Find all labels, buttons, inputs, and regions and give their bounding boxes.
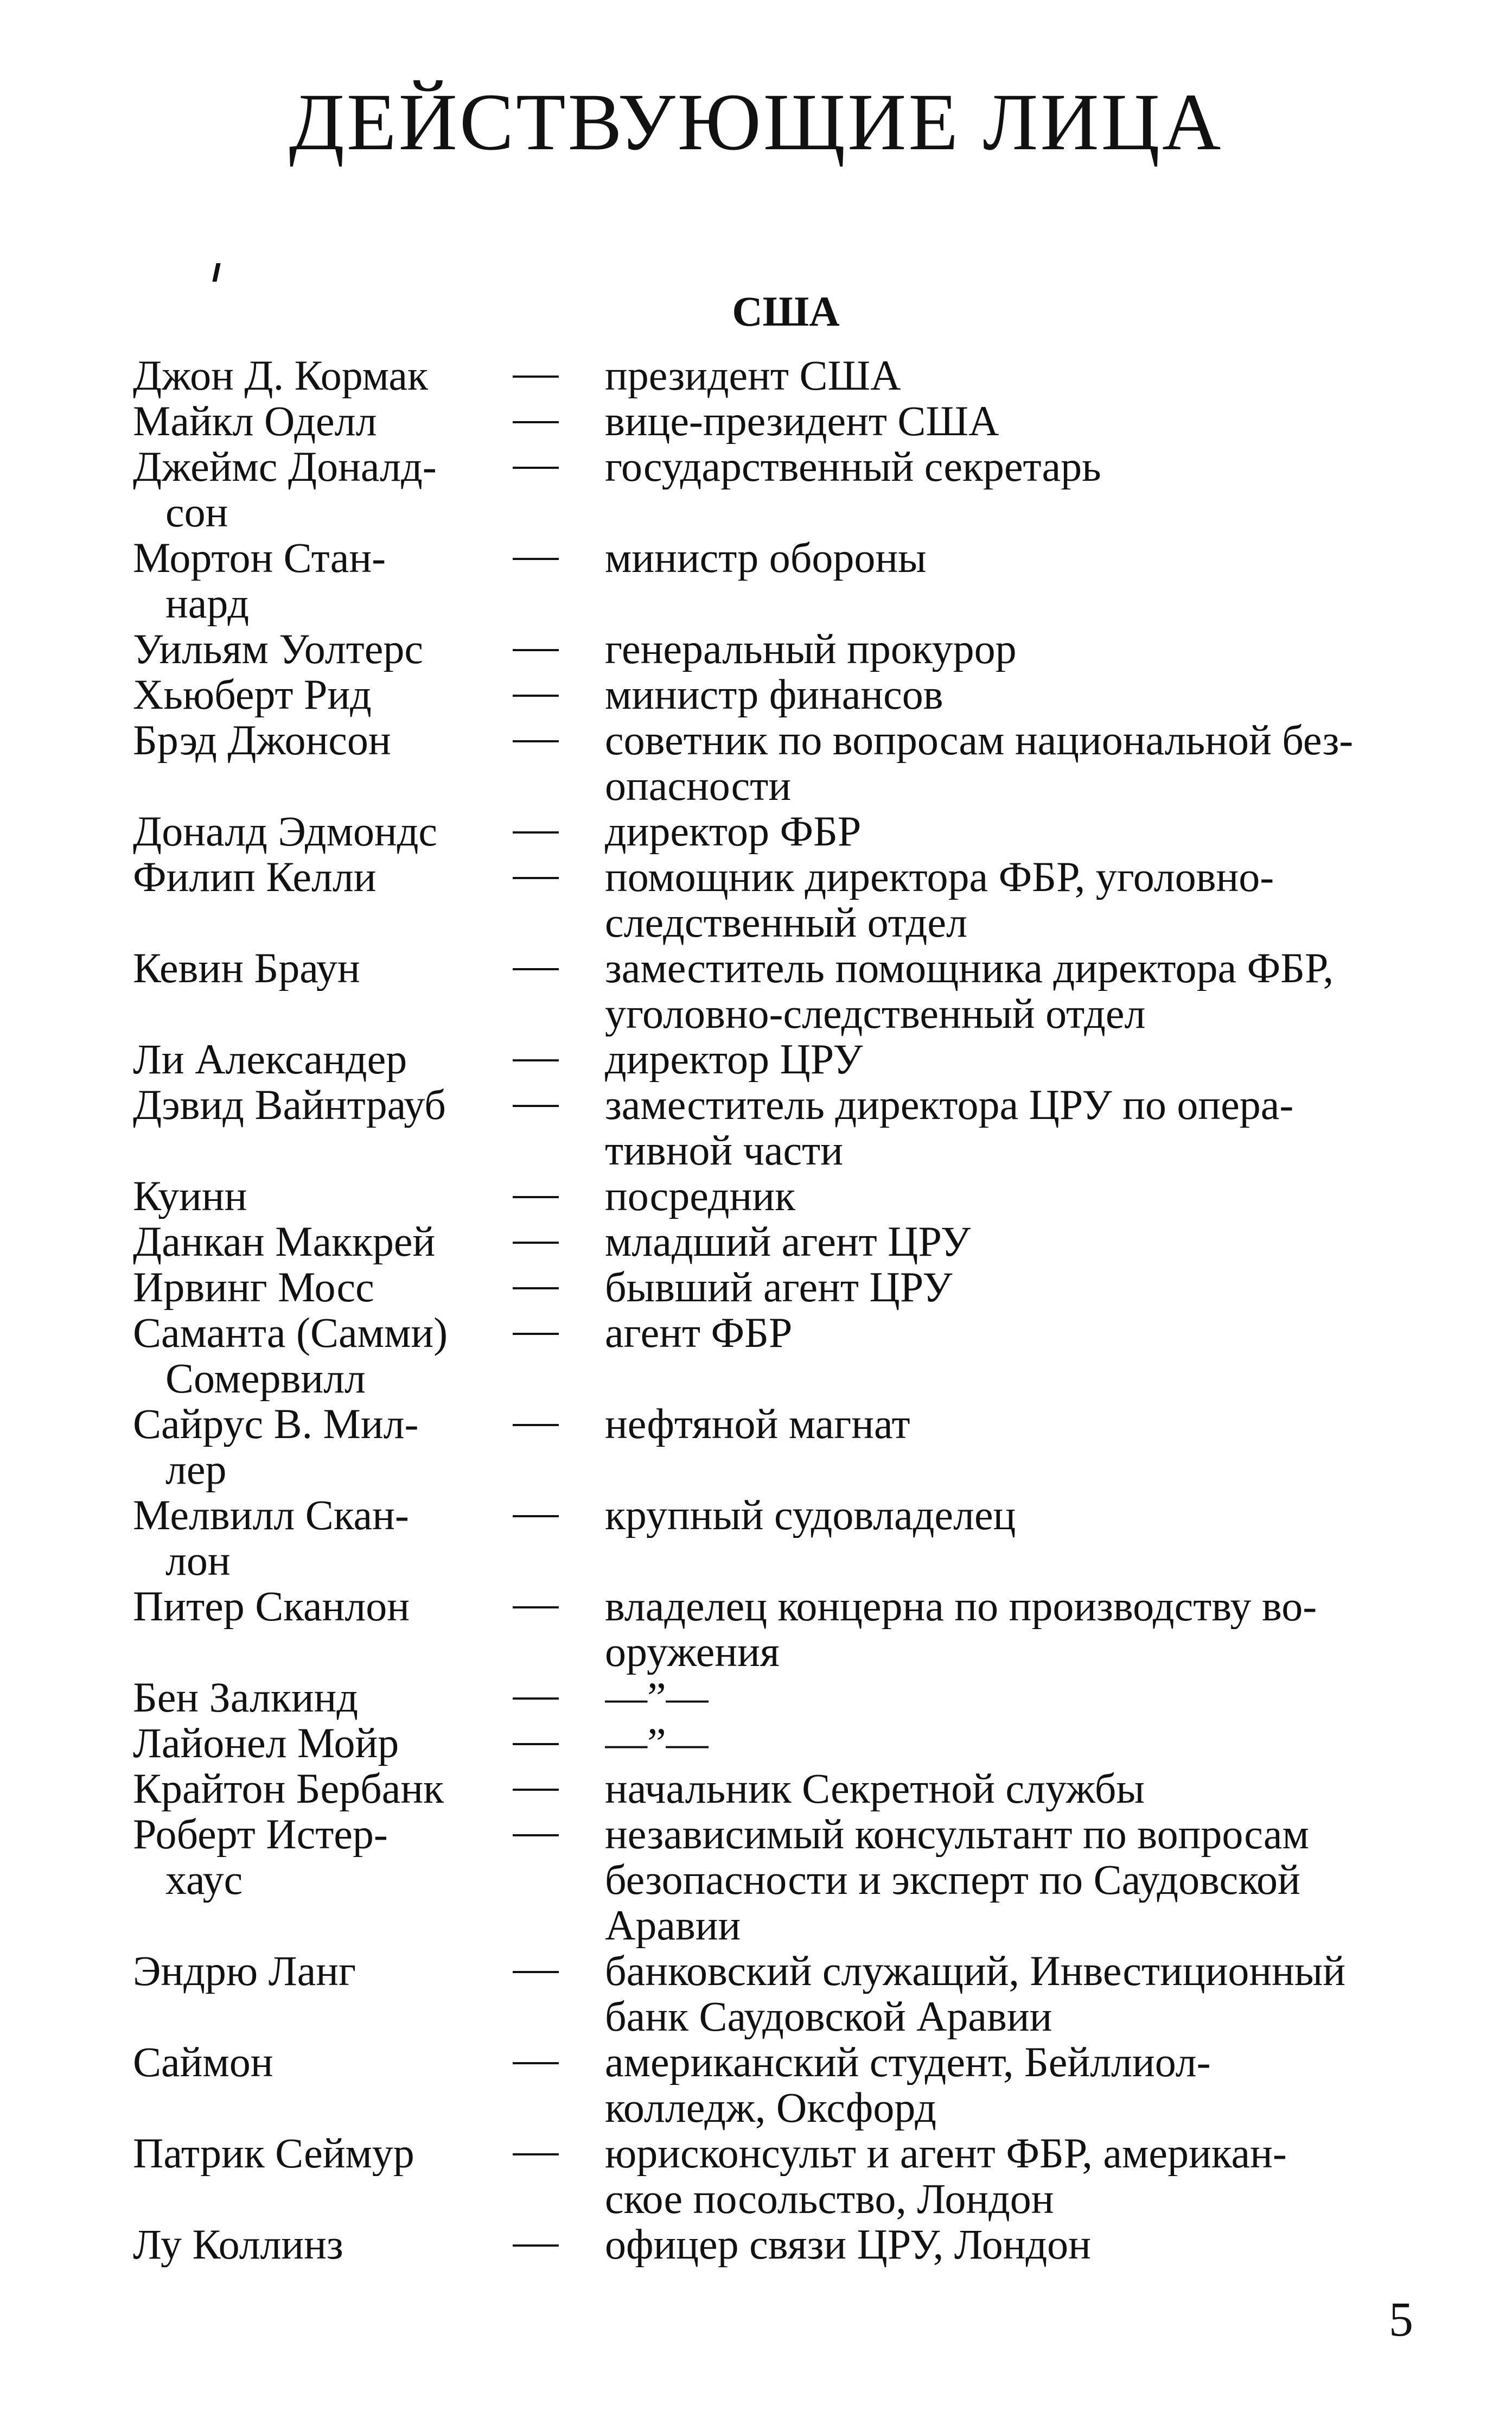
character-role	[605, 1036, 1495, 1082]
em-dash-separator	[513, 1606, 559, 1608]
character-name	[133, 1036, 491, 1082]
character-role	[605, 2130, 1495, 2222]
character-name-line: Патрик Сеймур	[133, 2130, 414, 2176]
character-name	[133, 2222, 491, 2267]
character-role-line: государственный секретарь	[605, 444, 1101, 489]
character-row	[0, 1219, 1512, 1264]
character-row	[0, 1720, 1512, 1766]
character-role-line: бывший агент ЦРУ	[605, 1264, 953, 1310]
character-role	[605, 444, 1495, 489]
character-role	[605, 809, 1495, 854]
em-dash-separator	[513, 695, 559, 697]
character-role-line: помощник директора ФБР, уголовно-	[605, 854, 1274, 900]
character-name	[133, 1401, 491, 1492]
character-role	[605, 1492, 1495, 1538]
em-dash-separator	[513, 421, 559, 423]
character-name	[133, 1173, 491, 1219]
character-name-line: Ли Александер	[133, 1036, 407, 1082]
em-dash-separator	[513, 2062, 559, 2064]
character-role	[605, 717, 1495, 809]
character-name-line: Брэд Джонсон	[133, 717, 391, 763]
character-name	[133, 2130, 491, 2176]
character-row	[0, 1766, 1512, 1811]
character-name	[133, 1264, 491, 1310]
character-name	[133, 717, 491, 763]
em-dash-separator	[513, 1971, 559, 1973]
character-role	[605, 1401, 1495, 1447]
character-row	[0, 809, 1512, 854]
character-name	[133, 1219, 491, 1264]
character-role-line: министр финансов	[605, 672, 943, 717]
character-role-line: начальник Секретной службы	[605, 1766, 1145, 1811]
character-list	[0, 353, 1512, 2267]
character-name-line: Сайрус В. Мил-	[133, 1401, 419, 1447]
character-row	[0, 1036, 1512, 1082]
character-row	[0, 626, 1512, 672]
em-dash-separator	[513, 467, 559, 469]
character-role-line: следственный отдел	[605, 900, 967, 945]
character-role-line: заместитель директора ЦРУ по опера-	[605, 1082, 1294, 1128]
character-name-line: Джон Д. Кормак	[133, 353, 428, 398]
character-name-line: Дэвид Вайнтрауб	[133, 1082, 446, 1128]
character-row	[0, 444, 1512, 535]
em-dash-separator	[513, 740, 559, 742]
character-row	[0, 717, 1512, 809]
character-role-line: владелец концерна по производству во-	[605, 1583, 1317, 1629]
character-role-line: опасности	[605, 763, 792, 809]
character-role-line: банк Саудовской Аравии	[605, 1994, 1052, 2039]
character-name-line: Кевин Браун	[133, 945, 360, 991]
character-row	[0, 398, 1512, 444]
character-role-line: посредник	[605, 1173, 795, 1219]
character-name-line: лер	[165, 1447, 227, 1492]
em-dash-separator	[513, 968, 559, 970]
em-dash-separator	[513, 2153, 559, 2155]
character-role	[605, 1766, 1495, 1811]
character-row	[0, 2130, 1512, 2222]
character-role-line: генеральный прокурор	[605, 626, 1017, 672]
character-name-line: Эндрю Ланг	[133, 1948, 356, 1994]
em-dash-separator	[513, 1242, 559, 1244]
character-role-line: ское посольство, Лондон	[605, 2176, 1054, 2222]
character-row	[0, 1310, 1512, 1401]
character-name-line: Филип Келли	[133, 854, 377, 900]
character-row	[0, 945, 1512, 1036]
em-dash-separator	[513, 877, 559, 879]
character-role	[605, 1811, 1495, 1948]
character-name	[133, 1720, 491, 1766]
character-name-line: Саймон	[133, 2039, 273, 2085]
character-row	[0, 1082, 1512, 1173]
character-role-line: безопасности и эксперт по Саудовской	[605, 1857, 1300, 1903]
character-name-line: Саманта (Самми)	[133, 1310, 448, 1356]
character-role	[605, 1720, 1495, 1766]
character-row	[0, 2222, 1512, 2267]
em-dash-separator	[513, 1743, 559, 1745]
character-name-line: Ирвинг Мосс	[133, 1264, 374, 1310]
character-name	[133, 444, 491, 535]
character-role	[605, 1583, 1495, 1675]
character-role-line: американский студент, Бейллиол-	[605, 2039, 1211, 2085]
character-role	[605, 2039, 1495, 2130]
character-role	[605, 1264, 1495, 1310]
character-name	[133, 672, 491, 717]
character-role-line: крупный судовладелец	[605, 1492, 1016, 1538]
character-role-line: директор ФБР	[605, 809, 862, 854]
character-role	[605, 1948, 1495, 2039]
character-name-line: Куинн	[133, 1173, 247, 1219]
character-name	[133, 1675, 491, 1720]
character-row	[0, 1264, 1512, 1310]
character-name-line: Хьюберт Рид	[133, 672, 372, 717]
character-role-line: уголовно-следственный отдел	[605, 991, 1146, 1036]
character-name-line: Роберт Истер-	[133, 1811, 388, 1857]
character-role-line: юрисконсульт и агент ФБР, американ-	[605, 2130, 1287, 2176]
character-role	[605, 945, 1495, 1036]
character-name	[133, 398, 491, 444]
character-name-line: лон	[165, 1538, 231, 1583]
character-name-line: Лу Коллинз	[133, 2222, 343, 2267]
character-role-line: советник по вопросам национальной без-	[605, 717, 1354, 763]
character-row	[0, 1948, 1512, 2039]
character-name	[133, 626, 491, 672]
character-name-line: Доналд Эдмондс	[133, 809, 438, 854]
em-dash-separator	[513, 1059, 559, 1061]
em-dash-separator	[513, 1287, 559, 1289]
character-name-line: хаус	[165, 1857, 243, 1903]
em-dash-separator	[513, 558, 559, 560]
character-row	[0, 1401, 1512, 1492]
character-row	[0, 353, 1512, 398]
character-role	[605, 1310, 1495, 1356]
character-role-line: —”—	[605, 1675, 709, 1720]
character-row	[0, 1811, 1512, 1948]
character-name-line: Джеймс Доналд-	[133, 444, 437, 489]
character-name	[133, 1948, 491, 1994]
character-name-line: Майкл Оделл	[133, 398, 377, 444]
character-name	[133, 1766, 491, 1811]
character-role-line: колледж, Оксфорд	[605, 2085, 936, 2130]
character-role-line: —”—	[605, 1720, 709, 1766]
character-name-line: Уильям Уолтерс	[133, 626, 423, 672]
character-role-line: президент США	[605, 353, 901, 398]
character-role-line: оружения	[605, 1629, 780, 1675]
character-role-line: заместитель помощника директора ФБР,	[605, 945, 1334, 991]
character-row	[0, 1583, 1512, 1675]
character-role-line: вице-президент США	[605, 398, 999, 444]
em-dash-separator	[513, 1834, 559, 1836]
character-name	[133, 535, 491, 626]
page-number: 5	[1389, 2293, 1413, 2346]
character-name	[133, 1583, 491, 1629]
character-name	[133, 353, 491, 398]
character-name-line: Питер Сканлон	[133, 1583, 410, 1629]
character-role-line: министр обороны	[605, 535, 927, 581]
em-dash-separator	[513, 1333, 559, 1335]
character-name-line: Мортон Стан-	[133, 535, 386, 581]
character-name	[133, 854, 491, 900]
character-name-line: Мелвилл Скан-	[133, 1492, 409, 1538]
em-dash-separator	[513, 1789, 559, 1791]
character-name-line: Бен Залкинд	[133, 1675, 359, 1720]
em-dash-separator	[513, 1697, 559, 1700]
character-name	[133, 1811, 491, 1903]
character-role-line: младший агент ЦРУ	[605, 1219, 971, 1264]
page-title: ДЕЙСТВУЮЩИЕ ЛИЦА	[289, 77, 1223, 167]
character-role-line: офицер связи ЦРУ, Лондон	[605, 2222, 1091, 2267]
character-name-line: сон	[165, 489, 228, 535]
character-role	[605, 854, 1495, 945]
character-row	[0, 672, 1512, 717]
character-role-line: Аравии	[605, 1903, 741, 1948]
character-name-line: нард	[165, 581, 250, 626]
character-role	[605, 398, 1495, 444]
character-name	[133, 945, 491, 991]
em-dash-separator	[513, 1105, 559, 1107]
character-role-line: банковский служащий, Инвестиционный	[605, 1948, 1345, 1994]
character-role	[605, 1219, 1495, 1264]
character-name-line: Данкан Маккрей	[133, 1219, 436, 1264]
character-role-line: независимый консультант по вопросам	[605, 1811, 1309, 1857]
character-name	[133, 809, 491, 854]
character-role-line: нефтяной магнат	[605, 1401, 910, 1447]
em-dash-separator	[513, 1196, 559, 1198]
character-role	[605, 1082, 1495, 1173]
character-role-line: тивной части	[605, 1128, 843, 1173]
character-name	[133, 1492, 491, 1583]
character-role	[605, 1173, 1495, 1219]
em-dash-separator	[513, 649, 559, 651]
character-name	[133, 2039, 491, 2085]
em-dash-separator	[513, 831, 559, 834]
em-dash-separator	[513, 2244, 559, 2247]
character-role	[605, 626, 1495, 672]
character-role	[605, 2222, 1495, 2267]
character-row	[0, 854, 1512, 945]
character-role	[605, 1675, 1495, 1720]
character-role	[605, 353, 1495, 398]
em-dash-separator	[513, 1424, 559, 1426]
character-role	[605, 535, 1495, 581]
character-row	[0, 1173, 1512, 1219]
character-name	[133, 1082, 491, 1128]
em-dash-separator	[513, 1515, 559, 1517]
character-role-line: директор ЦРУ	[605, 1036, 863, 1082]
character-row	[0, 1675, 1512, 1720]
character-row	[0, 2039, 1512, 2130]
print-mark	[212, 263, 220, 282]
section-heading: США	[732, 288, 840, 335]
character-role	[605, 672, 1495, 717]
character-name-line: Лайонел Мойр	[133, 1720, 399, 1766]
em-dash-separator	[513, 376, 559, 378]
character-name-line: Сомервилл	[165, 1356, 366, 1401]
character-row	[0, 1492, 1512, 1583]
character-role-line: агент ФБР	[605, 1310, 793, 1356]
character-name	[133, 1310, 491, 1401]
character-row	[0, 535, 1512, 626]
character-name-line: Крайтон Бербанк	[133, 1766, 444, 1811]
